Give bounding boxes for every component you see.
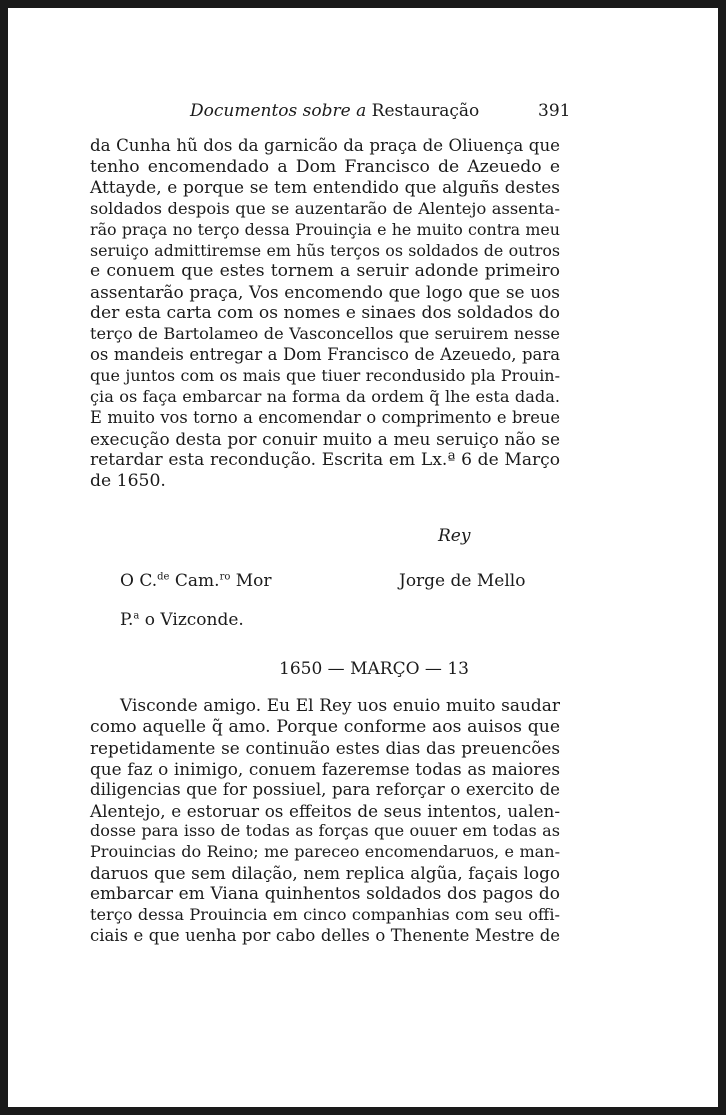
text-line: Visconde amigo. Eu El Rey uos enuio muito saudar bbox=[120, 696, 560, 716]
signatory-left-sup1: de bbox=[157, 571, 170, 583]
running-title bbox=[190, 101, 479, 121]
running-header bbox=[8, 101, 718, 127]
text-line: retardar esta recondução. Escrita em Lx.ª 6 de Março bbox=[90, 449, 560, 470]
page-number: 391 bbox=[538, 101, 571, 121]
date-heading bbox=[8, 659, 718, 679]
text-line: seruiço admittiremse em hũs terços os soldados de outros bbox=[90, 240, 560, 260]
text-line: Alentejo, e estoruar os effeitos de seus intentos, ualen- bbox=[90, 800, 560, 821]
signatory-left-prefix: O C. bbox=[120, 571, 158, 591]
text-line: da Cunha hũ dos da garnicão da praça de Oliuença que bbox=[90, 136, 560, 155]
book-page bbox=[8, 8, 718, 1107]
signatory-jorge-de-mello: Jorge de Mello bbox=[399, 571, 526, 591]
signatory-left-suffix: Mor bbox=[230, 571, 272, 591]
text-line: terço dessa Prouincia em cinco companhias com seu offi- bbox=[90, 905, 560, 925]
letter-1-body bbox=[90, 136, 560, 491]
text-line: dosse para isso de todas as forças que ouuer em todas as bbox=[90, 821, 560, 841]
text-line: diligencias que for possiuel, para reforçar o exercito de bbox=[90, 779, 560, 799]
text-line: terço de Bartolameo de Vasconcellos que seruirem nesse bbox=[90, 324, 560, 344]
text-line: e conuem que estes tornem a seruir adonde primeiro bbox=[90, 261, 560, 282]
recipient-sup: a bbox=[133, 610, 140, 622]
text-line: tenho encomendado a Dom Francisco de Azeuedo e bbox=[90, 156, 560, 177]
signatory-conde bbox=[120, 571, 272, 591]
text-line: E muito vos torno a encomendar o comprimento e breue bbox=[90, 407, 560, 427]
text-line: der esta carta com os nomes e sinaes dos soldados do bbox=[90, 303, 560, 324]
recipient-prefix: P. bbox=[120, 610, 134, 630]
recipient-line bbox=[120, 610, 244, 630]
text-line: repetidamente se continuão estes dias das preuencões bbox=[90, 737, 560, 758]
text-line: Attayde, e porque se tem entendido que alguñs destes bbox=[90, 177, 560, 198]
text-line: execução desta por conuir muito a meu seruiço não se bbox=[90, 428, 560, 449]
text-line: ciais e que uenha por cabo delles o Thenente Mestre de bbox=[90, 925, 560, 945]
text-line: que faz o inimigo, conuem fazeremse todas as maiores bbox=[90, 758, 560, 779]
text-line: daruos que sem dilação, nem replica algũa, façais logo bbox=[90, 863, 560, 884]
running-title-rest: Restauração bbox=[371, 101, 480, 121]
letter-2-body bbox=[90, 696, 560, 947]
text-line: como aquelle q̃ amo. Porque conforme aos auisos que bbox=[90, 716, 560, 737]
text-line: os mandeis entregar a Dom Francisco de Azeuedo, para bbox=[90, 345, 560, 365]
text-line: embarcar em Viana quinhentos soldados dos pagos do bbox=[90, 884, 560, 905]
text-line: soldados despois que se auzentarão de Alentejo assenta- bbox=[90, 198, 560, 218]
text-line: Prouincias do Reino; me pareceo encomendaruos, e man- bbox=[90, 842, 560, 862]
text-line: çia os faça embarcar na forma da ordem q̃ lhe esta dada. bbox=[90, 386, 560, 406]
text-line: que juntos com os mais que tiuer recondusido pla Prouin- bbox=[90, 365, 560, 385]
text-line: assentarão praça, Vos encomendo que logo que se uos bbox=[90, 282, 560, 303]
date-heading-text: 1650 — MARÇO — 13 bbox=[279, 659, 469, 679]
text-line: rão praça no terço dessa Prouinçia e he muito contra meu bbox=[90, 219, 560, 239]
running-title-italic: Documentos sobre a bbox=[190, 101, 367, 121]
signature-rey: Rey bbox=[438, 526, 471, 546]
recipient-suffix: o Vizconde. bbox=[139, 610, 244, 630]
signatory-left-sup2: ro bbox=[219, 571, 231, 583]
text-line: de 1650. bbox=[90, 470, 166, 491]
signatory-left-mid: Cam. bbox=[169, 571, 220, 591]
